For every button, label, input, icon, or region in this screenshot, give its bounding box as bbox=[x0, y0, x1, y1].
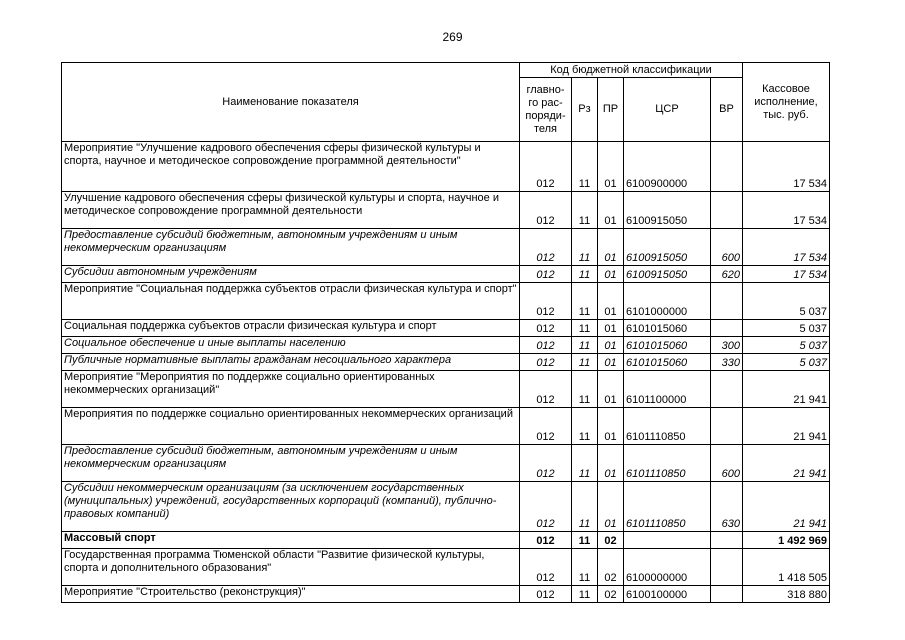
row-amount: 1 418 505 bbox=[743, 549, 830, 586]
row-rz: 11 bbox=[572, 229, 598, 266]
table-row bbox=[62, 266, 830, 283]
header-gr: главно- го рас- поряди- теля bbox=[520, 78, 572, 142]
row-name: Предоставление субсидий бюджетным, автономным учреждениям и иным некоммерческим организациям bbox=[62, 445, 520, 482]
row-amount: 21 941 bbox=[743, 371, 830, 408]
row-amount: 17 534 bbox=[743, 266, 830, 283]
row-pr: 01 bbox=[598, 482, 624, 532]
row-rz: 11 bbox=[572, 337, 598, 354]
row-pr: 02 bbox=[598, 586, 624, 603]
row-vr bbox=[711, 549, 743, 586]
row-amount: 5 037 bbox=[743, 320, 830, 337]
row-vr: 600 bbox=[711, 445, 743, 482]
header-code-group: Код бюджетной классификации bbox=[520, 63, 743, 78]
row-amount: 5 037 bbox=[743, 354, 830, 371]
row-gr: 012 bbox=[520, 586, 572, 603]
row-gr: 012 bbox=[520, 142, 572, 192]
row-csr: 6101000000 bbox=[624, 283, 711, 320]
row-gr: 012 bbox=[520, 320, 572, 337]
row-name: Мероприятие "Улучшение кадрового обеспечения сферы физической культуры и спорта, научное и методическое сопровождение программной деятельности" bbox=[62, 142, 520, 192]
row-vr bbox=[711, 586, 743, 603]
row-csr bbox=[624, 532, 711, 549]
row-amount: 21 941 bbox=[743, 482, 830, 532]
row-pr: 01 bbox=[598, 408, 624, 445]
row-gr: 012 bbox=[520, 354, 572, 371]
row-rz: 11 bbox=[572, 408, 598, 445]
table-row bbox=[62, 549, 830, 586]
row-rz: 11 bbox=[572, 283, 598, 320]
table-row bbox=[62, 142, 830, 192]
table-row bbox=[62, 320, 830, 337]
row-vr: 620 bbox=[711, 266, 743, 283]
row-pr: 01 bbox=[598, 266, 624, 283]
row-gr: 012 bbox=[520, 283, 572, 320]
row-name: Мероприятие "Строительство (реконструкция)" bbox=[62, 586, 520, 603]
row-name: Мероприятие "Социальная поддержка субъектов отрасли физическая культура и спорт" bbox=[62, 283, 520, 320]
header-vr: ВР bbox=[711, 78, 743, 142]
row-pr: 01 bbox=[598, 283, 624, 320]
row-vr: 330 bbox=[711, 354, 743, 371]
row-gr: 012 bbox=[520, 532, 572, 549]
row-vr bbox=[711, 142, 743, 192]
row-name: Улучшение кадрового обеспечения сферы физической культуры и спорта, научное и методическое сопровождение программной деятельности bbox=[62, 192, 520, 229]
row-pr: 02 bbox=[598, 549, 624, 586]
row-gr: 012 bbox=[520, 229, 572, 266]
row-gr: 012 bbox=[520, 408, 572, 445]
row-csr: 6101015060 bbox=[624, 354, 711, 371]
row-amount: 21 941 bbox=[743, 408, 830, 445]
row-rz: 11 bbox=[572, 532, 598, 549]
budget-table bbox=[61, 62, 830, 603]
row-name: Предоставление субсидий бюджетным, автономным учреждениям и иным некоммерческим организациям bbox=[62, 229, 520, 266]
row-csr: 6101100000 bbox=[624, 371, 711, 408]
row-gr: 012 bbox=[520, 266, 572, 283]
row-csr: 6101015060 bbox=[624, 320, 711, 337]
header-pr: ПР bbox=[598, 78, 624, 142]
row-name: Социальное обеспечение и иные выплаты населению bbox=[62, 337, 520, 354]
row-pr: 01 bbox=[598, 445, 624, 482]
row-csr: 6101110850 bbox=[624, 408, 711, 445]
row-pr: 01 bbox=[598, 229, 624, 266]
table-row bbox=[62, 371, 830, 408]
row-rz: 11 bbox=[572, 354, 598, 371]
row-name: Мероприятие "Мероприятия по поддержке социально ориентированных некоммерческих организаций" bbox=[62, 371, 520, 408]
row-name: Социальная поддержка субъектов отрасли физическая культура и спорт bbox=[62, 320, 520, 337]
row-name: Мероприятия по поддержке социально ориентированных некоммерческих организаций bbox=[62, 408, 520, 445]
table-row bbox=[62, 229, 830, 266]
row-pr: 02 bbox=[598, 532, 624, 549]
row-pr: 01 bbox=[598, 354, 624, 371]
table-row bbox=[62, 354, 830, 371]
row-vr bbox=[711, 320, 743, 337]
row-rz: 11 bbox=[572, 445, 598, 482]
row-gr: 012 bbox=[520, 445, 572, 482]
row-name: Массовый спорт bbox=[62, 532, 520, 549]
row-pr: 01 bbox=[598, 192, 624, 229]
row-amount: 1 492 969 bbox=[743, 532, 830, 549]
row-vr bbox=[711, 192, 743, 229]
row-vr bbox=[711, 283, 743, 320]
row-name: Субсидии некоммерческим организациям (за исключением государственных (муниципальных) учреждений, государственных корпораций (компаний), публично-правовых компаний) bbox=[62, 482, 520, 532]
row-pr: 01 bbox=[598, 142, 624, 192]
row-csr: 6100915050 bbox=[624, 229, 711, 266]
row-amount: 5 037 bbox=[743, 283, 830, 320]
row-rz: 11 bbox=[572, 192, 598, 229]
row-gr: 012 bbox=[520, 549, 572, 586]
row-csr: 6101110850 bbox=[624, 445, 711, 482]
table-row bbox=[62, 408, 830, 445]
header-name: Наименование показателя bbox=[62, 63, 520, 142]
row-vr: 300 bbox=[711, 337, 743, 354]
row-name: Субсидии автономным учреждениям bbox=[62, 266, 520, 283]
row-pr: 01 bbox=[598, 337, 624, 354]
row-vr: 630 bbox=[711, 482, 743, 532]
row-amount: 17 534 bbox=[743, 142, 830, 192]
row-csr: 6100915050 bbox=[624, 266, 711, 283]
row-gr: 012 bbox=[520, 371, 572, 408]
table-row bbox=[62, 283, 830, 320]
row-amount: 17 534 bbox=[743, 229, 830, 266]
row-csr: 6100915050 bbox=[624, 192, 711, 229]
row-vr bbox=[711, 371, 743, 408]
row-vr bbox=[711, 532, 743, 549]
row-vr: 600 bbox=[711, 229, 743, 266]
row-name: Публичные нормативные выплаты гражданам несоциального характера bbox=[62, 354, 520, 371]
row-gr: 012 bbox=[520, 482, 572, 532]
row-rz: 11 bbox=[572, 482, 598, 532]
row-amount: 318 880 bbox=[743, 586, 830, 603]
row-vr bbox=[711, 408, 743, 445]
row-rz: 11 bbox=[572, 371, 598, 408]
row-rz: 11 bbox=[572, 266, 598, 283]
row-amount: 21 941 bbox=[743, 445, 830, 482]
table-row bbox=[62, 532, 830, 549]
header-amount: Кассовое исполнение, тыс. руб. bbox=[743, 63, 830, 142]
table-row bbox=[62, 586, 830, 603]
row-amount: 5 037 bbox=[743, 337, 830, 354]
row-pr: 01 bbox=[598, 371, 624, 408]
header-csr: ЦСР bbox=[624, 78, 711, 142]
table-row bbox=[62, 337, 830, 354]
header-rz: Рз bbox=[572, 78, 598, 142]
row-rz: 11 bbox=[572, 320, 598, 337]
table-row bbox=[62, 482, 830, 532]
row-csr: 6100100000 bbox=[624, 586, 711, 603]
row-rz: 11 bbox=[572, 142, 598, 192]
row-pr: 01 bbox=[598, 320, 624, 337]
row-csr: 6101110850 bbox=[624, 482, 711, 532]
row-csr: 6100900000 bbox=[624, 142, 711, 192]
row-rz: 11 bbox=[572, 549, 598, 586]
table-row bbox=[62, 445, 830, 482]
row-csr: 6100000000 bbox=[624, 549, 711, 586]
row-gr: 012 bbox=[520, 337, 572, 354]
row-csr: 6101015060 bbox=[624, 337, 711, 354]
table-row bbox=[62, 192, 830, 229]
row-rz: 11 bbox=[572, 586, 598, 603]
row-amount: 17 534 bbox=[743, 192, 830, 229]
row-name: Государственная программа Тюменской области "Развитие физической культуры, спорта и дополнительного образования" bbox=[62, 549, 520, 586]
page-number: 269 bbox=[442, 30, 463, 44]
row-gr: 012 bbox=[520, 192, 572, 229]
